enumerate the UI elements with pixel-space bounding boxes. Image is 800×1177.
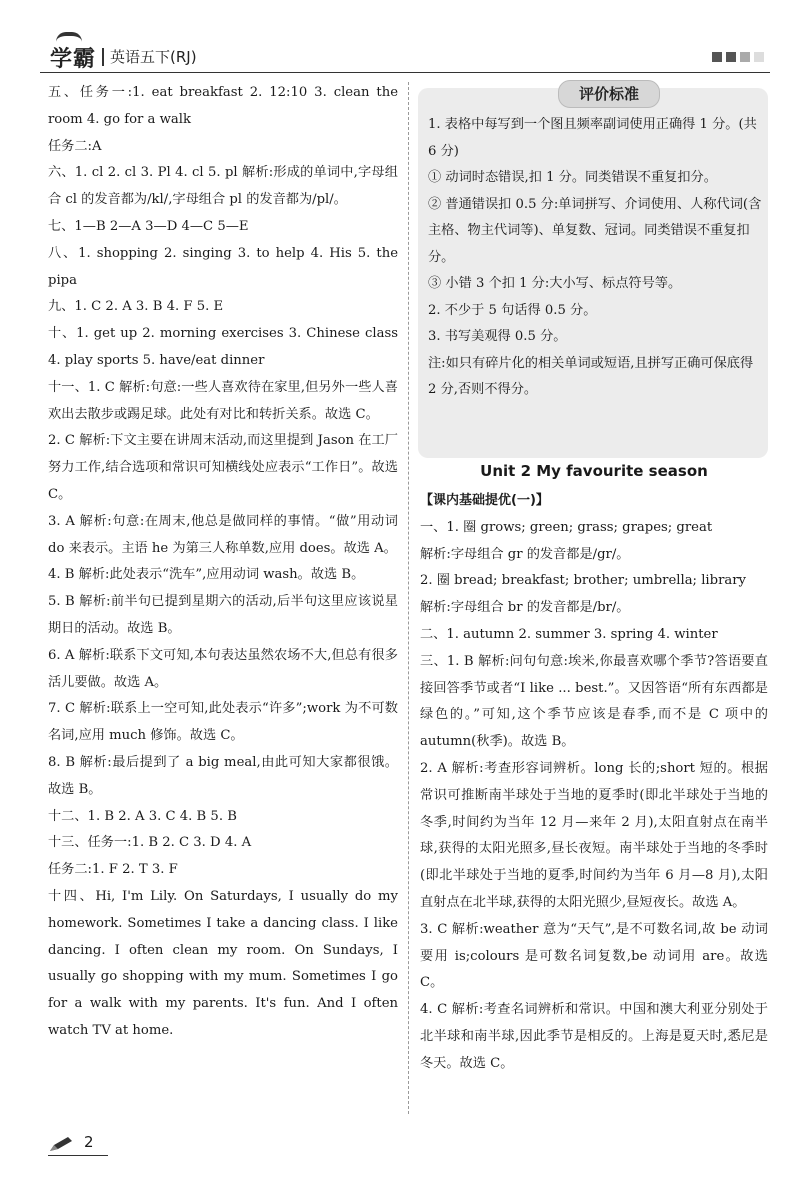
answer-line: 6. A 解析:联系下文可知,本句表达虽然农场不大,但总有很多活儿要做。故选 A。 xyxy=(48,647,398,690)
page-header xyxy=(40,38,770,78)
answer-line: 8. B 解析:最后提到了 a big meal,由此可知大家都很饿。故选 B。 xyxy=(48,754,398,797)
essay-answer: 十四、Hi, I'm Lily. On Saturdays, I usually do my homework. Sometimes I take a dancing class. I like dancing. I often clean my room. On Sundays, I usually go shopping with my mum. Sometimes I go for a walk with my parents. It's fun. And I often watch TV at home. xyxy=(48,888,398,1038)
answer-line: 九、1. C 2. A 3. B 4. F 5. E xyxy=(48,299,224,315)
answer-line: 任务二:A xyxy=(48,138,102,154)
footer-rule xyxy=(48,1155,108,1156)
section-title: 【课内基础提优(一)】 xyxy=(420,493,549,508)
page-number: 2 xyxy=(84,1133,94,1151)
answer-line: 十三、任务一:1. B 2. C 3. D 4. A xyxy=(48,835,252,851)
left-column xyxy=(48,80,398,1045)
criteria-line: 2. 不少于 5 句话得 0.5 分。 xyxy=(428,302,597,318)
answer-line: 解析:字母组合 br 的发音都是/br/。 xyxy=(420,600,630,616)
criteria-note: 注:如只有碎片化的相关单词或短语,且拼写正确可保底得 2 分,否则不得分。 xyxy=(428,355,754,397)
criteria-line: 1. 表格中每写到一个图且频率副词使用正确得 1 分。(共 6 分) xyxy=(428,117,757,159)
answer-line: 十一、1. C 解析:句意:一些人喜欢待在家里,但另外一些人喜欢出去散步或踢足球。此处有对比和转折关系。故选 C。 xyxy=(48,379,398,422)
brand-logo: 学霸 xyxy=(50,47,97,72)
criteria-line: ① 动词时态错误,扣 1 分。同类错误不重复扣分。 xyxy=(428,170,717,185)
answer-line: 八、1. shopping 2. singing 3. to help 4. His 5. the pipa xyxy=(48,245,398,288)
answer-line: 解析:字母组合 gr 的发音都是/gr/。 xyxy=(420,546,630,562)
answer-line: 六、1. cl 2. cl 3. Pl 4. cl 5. pl 解析:形成的单词中,字母组合 cl 的发音都为/kl/,字母组合 pl 的发音都为/pl/。 xyxy=(48,165,398,208)
answer-line: 一、1. 圈 grows; green; grass; grapes; great xyxy=(420,519,713,535)
answer-line: 任务二:1. F 2. T 3. F xyxy=(48,862,178,878)
answer-line: 3. C 解析:weather 意为“天气”,是不可数名词,故 be 动词要用 is;colours 是可数名词复数,be 动词用 are。故选 C。 xyxy=(420,921,768,991)
criteria-line: 3. 书写美观得 0.5 分。 xyxy=(428,329,567,344)
header-rule xyxy=(40,72,770,73)
answer-line: 2. A 解析:考查形容词辨析。long 长的;short 短的。根据常识可推断南半球处于当地的夏季时(即北半球处于当地的冬季,时间约为当年 12 月—来年 2 月),太阳直射点在南半球,获得的太阳光照多,昼长夜短。南半球处于当地的冬季时(即北半球处于当地的夏季,时间约为当年 6 月—8 月),太阳直射点在北半球,获得的太阳光照少,昼短夜长。故选 A。 xyxy=(420,760,768,910)
answer-line: 3. A 解析:句意:在周末,他总是做同样的事情。“做”用动词 do 来表示。主语 he 为第三人称单数,应用 does。故选 A。 xyxy=(48,513,398,556)
answer-line: 十二、1. B 2. A 3. C 4. B 5. B xyxy=(48,808,237,824)
book-title: 英语五下(RJ) xyxy=(110,48,197,66)
answer-line: 十、1. get up 2. morning exercises 3. Chinese class 4. play sports 5. have/eat dinner xyxy=(48,326,398,368)
pencil-icon xyxy=(48,1135,74,1153)
answer-line: 七、1—B 2—A 3—D 4—C 5—E xyxy=(48,218,249,234)
unit-title: Unit 2 My favourite season xyxy=(480,462,708,480)
page-footer xyxy=(48,1133,768,1157)
answer-line: 2. C 解析:下文主要在讲周末活动,而这里提到 Jason 在工厂努力工作,结合选项和常识可知横线处应表示“工作日”。故选 C。 xyxy=(48,433,398,502)
answer-line: 4. B 解析:此处表示“洗车”,应用动词 wash。故选 B。 xyxy=(48,567,365,583)
answer-line: 三、1. B 解析:问句句意:埃米,你最喜欢哪个季节?答语要直接回答季节或者“I like ... best.”。又因答语“所有东西都是绿色的。”可知,这个季节应该是春季,而不是 C 项中的 autumn(秋季)。故选 B。 xyxy=(420,653,768,750)
evaluation-criteria-box xyxy=(418,85,768,458)
answer-line: 五、任务一:1. eat breakfast 2. 12:10 3. clean the room 4. go for a walk xyxy=(48,85,398,127)
column-divider xyxy=(408,82,409,1114)
criteria-line: ③ 小错 3 个扣 1 分:大小写、标点符号等。 xyxy=(428,276,682,291)
evaluation-title: 评价标准 xyxy=(558,80,660,108)
answer-line: 7. C 解析:联系上一空可知,此处表示“许多”;work 为不可数名词,应用 much 修饰。故选 C。 xyxy=(48,701,398,744)
answer-line: 4. C 解析:考查名词辨析和常识。中国和澳大利亚分别处于北半球和南半球,因此季节是相反的。上海是夏天时,悉尼是冬天。故选 C。 xyxy=(420,1002,768,1071)
header-decoration xyxy=(712,52,764,62)
header-separator xyxy=(102,48,104,66)
answer-line: 5. B 解析:前半句已提到星期六的活动,后半句这里应该说星期日的活动。故选 B。 xyxy=(48,594,398,636)
evaluation-body xyxy=(428,112,763,404)
answer-line: 二、1. autumn 2. summer 3. spring 4. winter xyxy=(420,626,718,642)
right-column xyxy=(420,488,768,1078)
answer-line: 2. 圈 bread; breakfast; brother; umbrella; library xyxy=(420,573,746,589)
criteria-line: ② 普通错误扣 0.5 分:单词拼写、介词使用、人称代词(含主格、物主代词等)、单复数、冠词。同类错误不重复扣分。 xyxy=(428,196,762,265)
